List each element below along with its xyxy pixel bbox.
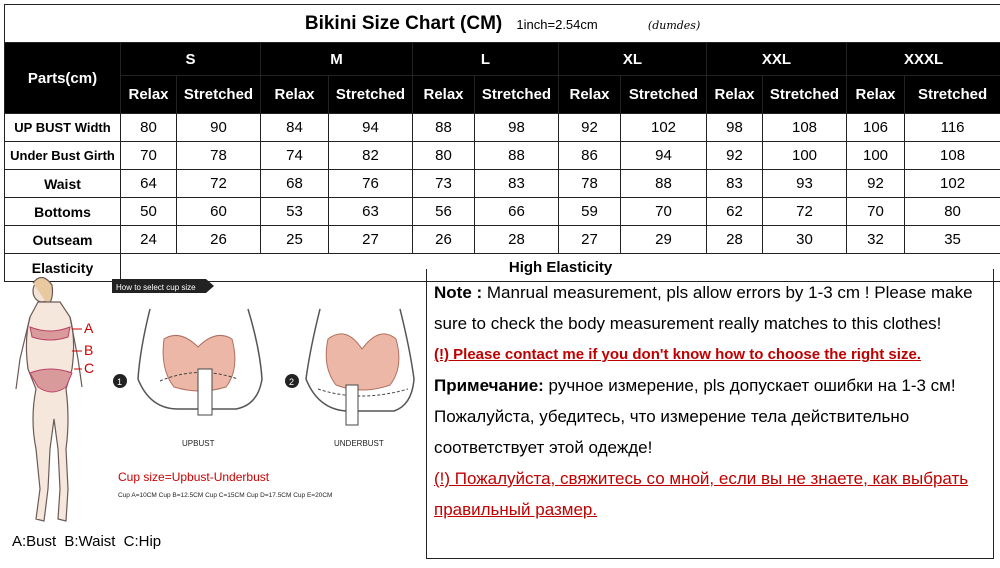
table-cell: 78 <box>177 142 261 170</box>
step2-number: 2 <box>289 377 294 387</box>
table-cell: 70 <box>847 198 905 226</box>
table-cell: 27 <box>559 226 621 254</box>
chart-title-cell <box>5 5 1000 43</box>
size-header-xxl: XXL <box>707 43 847 76</box>
table-cell: 24 <box>121 226 177 254</box>
cup-values: Cup A=10CM Cup B=12.5CM Cup C=15CM Cup D=17.5CM Cup E=20CM <box>118 492 332 499</box>
size-header-xxxl: XXXL <box>847 43 1000 76</box>
table-cell: 80 <box>905 198 1000 226</box>
elasticity-value: High Elasticity <box>121 254 1000 282</box>
note-ru-text: ручное измерение, pls допускает ошибки на 1-3 см! Пожалуйста, убедитесь, что измерение тела действительно соответствует этой одежде! <box>434 376 956 457</box>
note-ru-contact: (!) Пожалуйста, свяжитесь со мной, если вы не знаете, как выбрать правильный размер. <box>434 463 993 525</box>
note-ru <box>434 370 993 463</box>
stretched-header: Stretched <box>905 76 1000 114</box>
measurement-illustration <box>0 269 424 563</box>
table-cell: 83 <box>475 170 559 198</box>
upbust-label: UPBUST <box>182 439 215 448</box>
table-cell: 59 <box>559 198 621 226</box>
stretched-header: Stretched <box>621 76 707 114</box>
table-cell: 66 <box>475 198 559 226</box>
table-cell: 80 <box>413 142 475 170</box>
table-cell: 92 <box>559 114 621 142</box>
stretched-header: Stretched <box>763 76 847 114</box>
stretched-header: Stretched <box>329 76 413 114</box>
table-cell: 88 <box>475 142 559 170</box>
table-row <box>5 198 1000 226</box>
table-cell: 73 <box>413 170 475 198</box>
row-label: UP BUST Width <box>5 114 121 142</box>
step1-number: 1 <box>117 377 122 387</box>
parts-header: Parts(cm) <box>5 43 121 114</box>
table-cell: 72 <box>763 198 847 226</box>
table-cell: 25 <box>261 226 329 254</box>
size-chart-table <box>4 4 1000 282</box>
table-cell: 108 <box>763 114 847 142</box>
row-label: Waist <box>5 170 121 198</box>
row-label: Bottoms <box>5 198 121 226</box>
note-ru-label: Примечание: <box>434 376 544 395</box>
table-cell: 94 <box>329 114 413 142</box>
table-row <box>5 114 1000 142</box>
table-cell: 102 <box>621 114 707 142</box>
table-cell: 35 <box>905 226 1000 254</box>
note-en-text: Manrual measurement, pls allow errors by 1-3 cm ! Please make sure to check the body measurement really matches to this clothes! <box>434 283 973 333</box>
note-en-label: Note : <box>434 283 482 302</box>
chart-title: Bikini Size Chart (CM) <box>305 13 502 34</box>
measure-diagram <box>0 269 424 563</box>
measure-legend: A:Bust B:Waist C:Hip <box>12 533 161 550</box>
table-cell: 62 <box>707 198 763 226</box>
body-figure <box>16 277 82 521</box>
relax-header: Relax <box>559 76 621 114</box>
table-cell: 50 <box>121 198 177 226</box>
table-cell: 60 <box>177 198 261 226</box>
table-cell: 100 <box>763 142 847 170</box>
table-cell: 88 <box>413 114 475 142</box>
row-label: Outseam <box>5 226 121 254</box>
bra-upbust-figure <box>138 309 262 415</box>
table-cell: 27 <box>329 226 413 254</box>
table-cell: 78 <box>559 170 621 198</box>
notes-box <box>426 269 994 559</box>
table-cell: 64 <box>121 170 177 198</box>
relax-header: Relax <box>413 76 475 114</box>
table-cell: 83 <box>707 170 763 198</box>
table-row <box>5 170 1000 198</box>
table-row <box>5 142 1000 170</box>
table-cell: 102 <box>905 170 1000 198</box>
brand-logo: (dumdes) <box>648 19 700 32</box>
table-cell: 98 <box>475 114 559 142</box>
table-cell: 76 <box>329 170 413 198</box>
size-header-l: L <box>413 43 559 76</box>
table-row <box>5 226 1000 254</box>
table-cell: 56 <box>413 198 475 226</box>
note-en-contact: (!) Please contact me if you don't know how to choose the right size. <box>434 339 993 370</box>
table-cell: 70 <box>121 142 177 170</box>
table-cell: 100 <box>847 142 905 170</box>
table-cell: 30 <box>763 226 847 254</box>
table-cell: 106 <box>847 114 905 142</box>
table-cell: 26 <box>413 226 475 254</box>
elasticity-label: Elasticity <box>5 254 121 282</box>
lower-section <box>0 269 1000 563</box>
relax-header: Relax <box>707 76 763 114</box>
table-cell: 26 <box>177 226 261 254</box>
table-cell: 94 <box>621 142 707 170</box>
table-cell: 88 <box>621 170 707 198</box>
table-cell: 93 <box>763 170 847 198</box>
relax-header: Relax <box>847 76 905 114</box>
relax-header: Relax <box>121 76 177 114</box>
stretched-header: Stretched <box>475 76 559 114</box>
table-cell: 98 <box>707 114 763 142</box>
table-cell: 92 <box>847 170 905 198</box>
table-cell: 84 <box>261 114 329 142</box>
size-header-m: M <box>261 43 413 76</box>
table-cell: 53 <box>261 198 329 226</box>
stretched-header: Stretched <box>177 76 261 114</box>
table-cell: 74 <box>261 142 329 170</box>
table-cell: 80 <box>121 114 177 142</box>
table-cell: 92 <box>707 142 763 170</box>
table-cell: 116 <box>905 114 1000 142</box>
row-label: Under Bust Girth <box>5 142 121 170</box>
table-cell: 63 <box>329 198 413 226</box>
bra-underbust-figure <box>306 309 414 425</box>
relax-header: Relax <box>261 76 329 114</box>
table-cell: 32 <box>847 226 905 254</box>
mark-c: C <box>84 360 94 376</box>
cup-formula: Cup size=Upbust-Underbust <box>118 470 270 484</box>
size-chart <box>4 4 998 282</box>
underbust-label: UNDERBUST <box>334 439 384 448</box>
note-en <box>434 277 993 339</box>
table-cell: 86 <box>559 142 621 170</box>
table-cell: 28 <box>475 226 559 254</box>
table-cell: 82 <box>329 142 413 170</box>
table-cell: 28 <box>707 226 763 254</box>
unit-note: 1inch=2.54cm <box>516 17 597 32</box>
table-cell: 90 <box>177 114 261 142</box>
how-to-label: How to select cup size <box>116 283 196 292</box>
mark-a: A <box>84 320 94 336</box>
size-header-xl: XL <box>559 43 707 76</box>
mark-b: B <box>84 342 93 358</box>
table-cell: 72 <box>177 170 261 198</box>
table-cell: 29 <box>621 226 707 254</box>
size-header-s: S <box>121 43 261 76</box>
table-cell: 108 <box>905 142 1000 170</box>
table-cell: 70 <box>621 198 707 226</box>
table-cell: 68 <box>261 170 329 198</box>
